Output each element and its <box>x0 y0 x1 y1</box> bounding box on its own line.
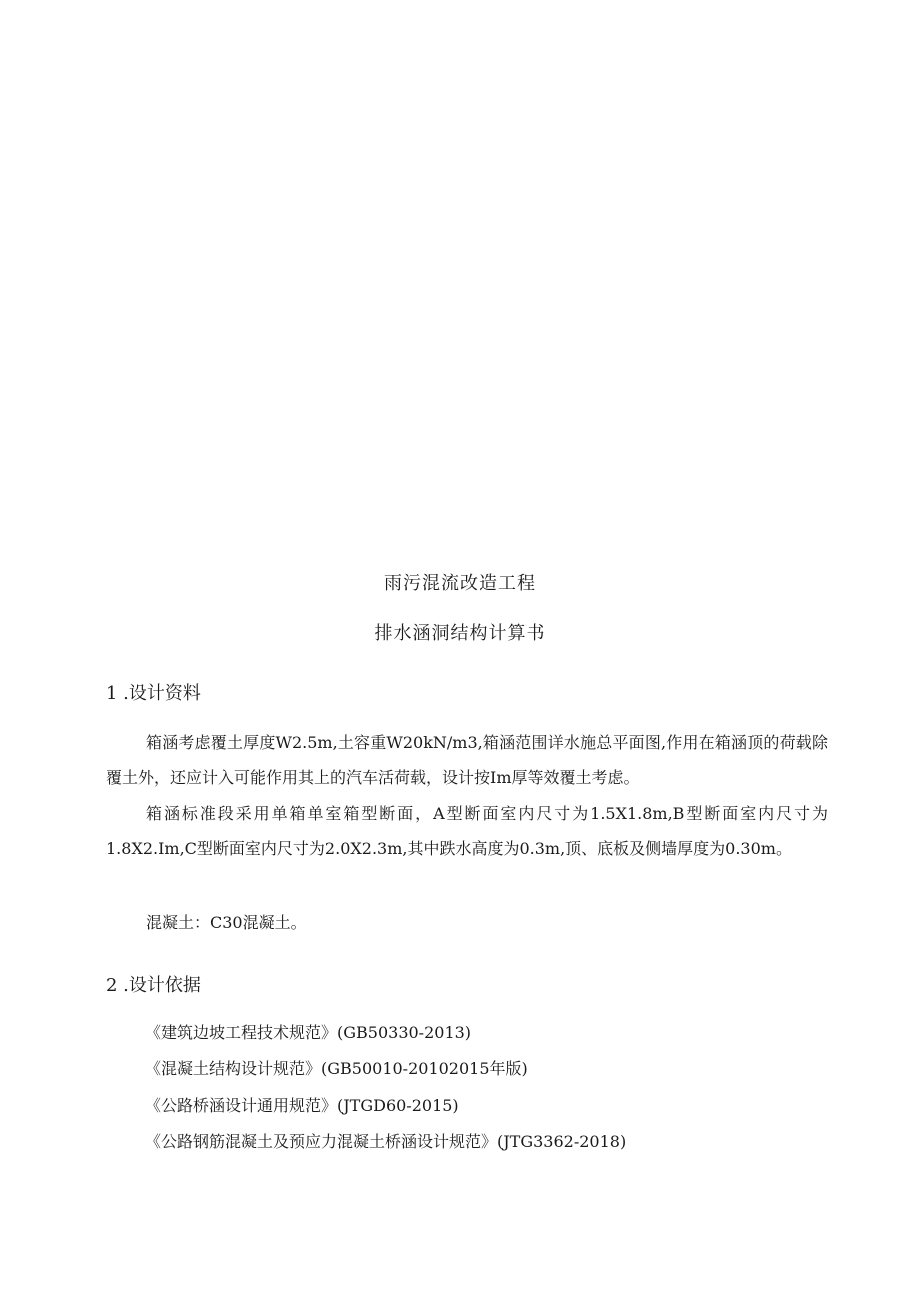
paragraph-cover-soil: 箱涵考虑覆土厚度W2.5m,土容重W20kN/m3,箱涵范围详水施总平面图,作用在箱涵顶的荷载除覆土外，还应计入可能作用其上的汽车活荷载，设计按Im厚等效覆土考虑。 <box>106 733 828 787</box>
paragraph-concrete-grade: 混凝土：C30混凝土。 <box>146 913 307 932</box>
reference-item: 《公路桥涵设计通用规范》(JTGD60-2015) <box>145 1096 459 1115</box>
section-heading-design-basis: 2 .设计依据 <box>106 975 201 996</box>
reference-item: 《公路钢筋混凝土及预应力混凝土桥涵设计规范》(JTG3362-2018) <box>145 1132 627 1151</box>
document-subtitle: 排水涵洞结构计算书 <box>374 623 546 644</box>
section-heading-design-data: 1 .设计资料 <box>106 683 201 704</box>
paragraph-section-dimensions: 箱涵标准段采用单箱单室箱型断面，A型断面室内尺寸为1.5X1.8m,B型断面室内尺寸为1.8X2.Im,C型断面室内尺寸为2.0X2.3m,其中跌水高度为0.3m,顶、底板及侧墙厚度为0.30m。 <box>106 804 828 858</box>
document-title: 雨污混流改造工程 <box>384 573 536 594</box>
reference-item: 《混凝土结构设计规范》(GB50010-20102015年版) <box>145 1059 528 1078</box>
reference-item: 《建筑边坡工程技术规范》(GB50330-2013) <box>145 1023 472 1042</box>
